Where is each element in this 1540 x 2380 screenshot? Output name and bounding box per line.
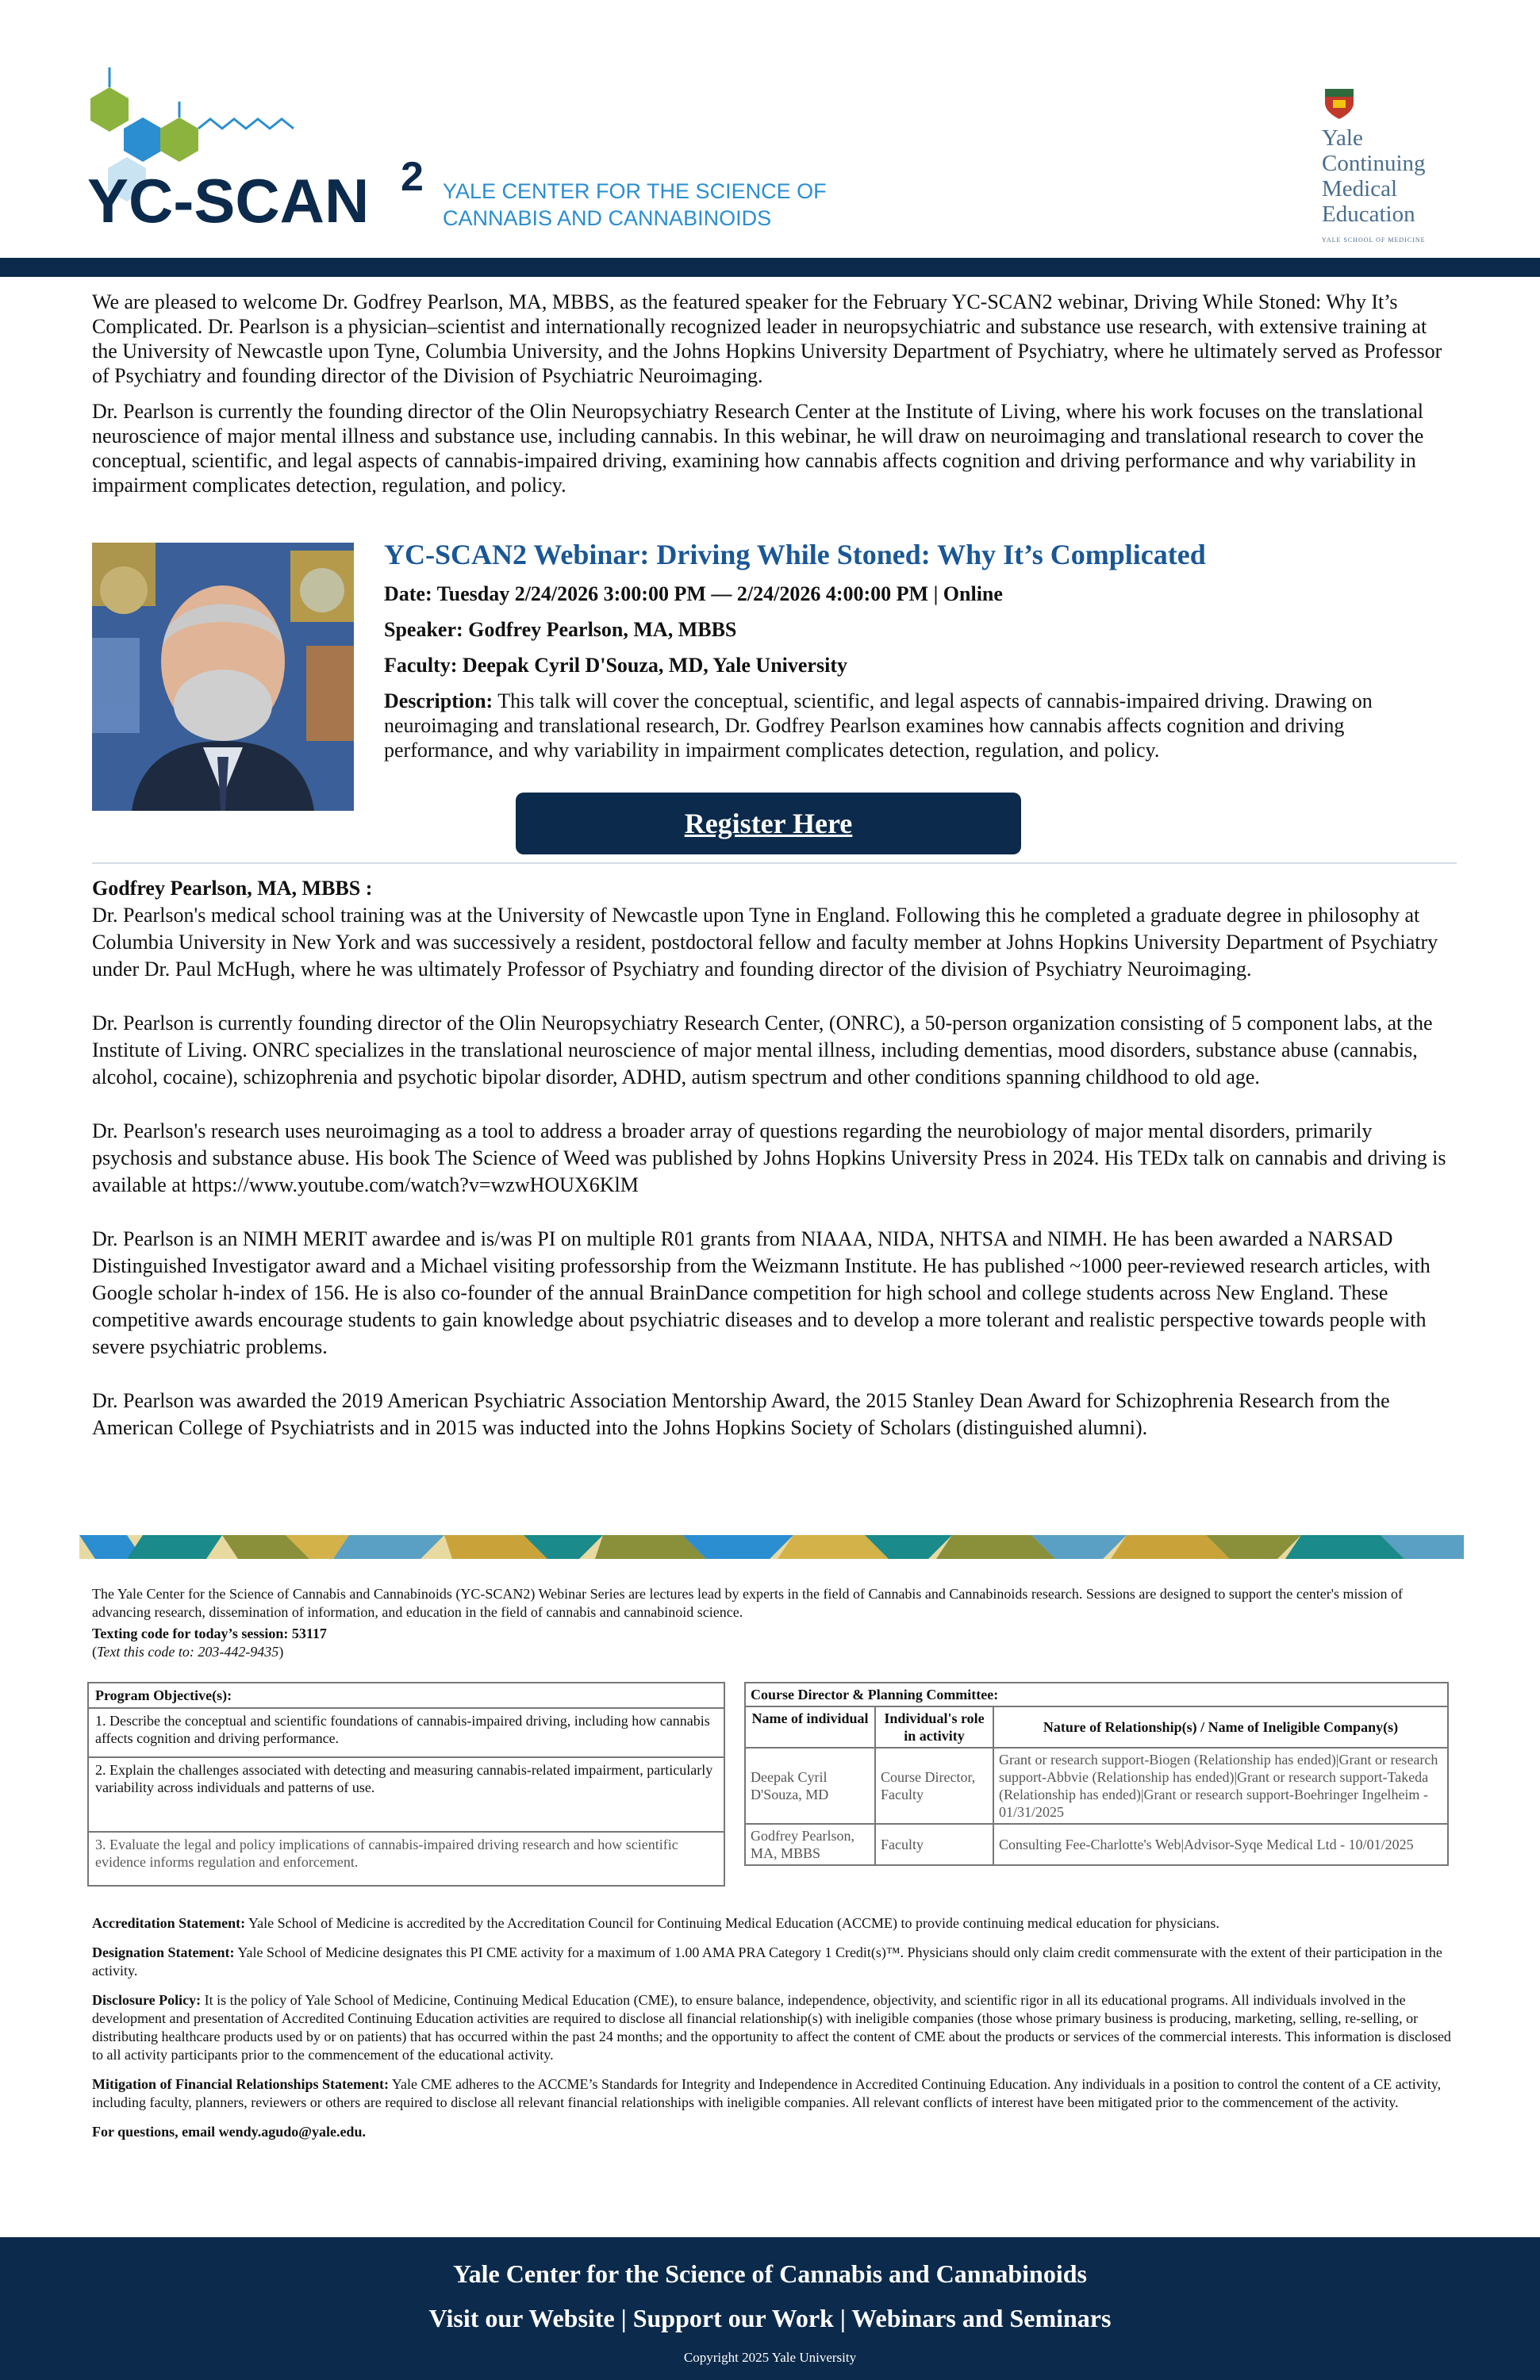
objective-3: 3. Evaluate the legal and policy implications of cannabis-impaired driving research and how scientific evidence informs regulation and enforcement. [88,1832,724,1886]
event-title: YC-SCAN2 Webinar: Driving While Stoned: Why It’s Complicated [384,539,1206,570]
committee-role: Course Director, Faculty [875,1748,993,1824]
support-work-link[interactable]: Support our Work [632,2304,834,2332]
yale-shield-icon [1322,86,1357,121]
col-relationship-header: Nature of Relationship(s) / Name of Ineligible Company(s) [993,1706,1448,1748]
committee-name: Godfrey Pearlson, MA, MBBS [745,1824,875,1865]
committee-header: Course Director & Planning Committee: [745,1683,1448,1706]
footer [0,2237,1540,2380]
col-role-header: Individual's role in activity [875,1706,993,1748]
section-divider [92,862,1457,864]
committee-name: Deepak Cyril D'Souza, MD [745,1748,875,1824]
committee-relationship: Consulting Fee-Charlotte's Web|Advisor-Syqe Medical Ltd - 10/01/2025 [993,1824,1448,1865]
bio-name: Godfrey Pearlson, MA, MBBS : [92,877,373,900]
mitigation-statement: Mitigation of Financial Relationships Statement: Yale CME adheres to the ACCME’s Standards for Integrity and Independence in Accredited Continuing Education. Any individuals in a position to control the content of a CE activity, including faculty, planners, reviewers or others are required to disclose all relevant financial relationships with ineligible companies. All relevant conflicts of interest have been mitigated prior to the commencement of the activity. [92,2076,1442,2110]
cme-text: Yale Continuing Medical Education [1322,125,1426,227]
objective-1: 1. Describe the conceptual and scientific foundations of cannabis-impaired driving, including how cannabis affects cognition and driving performance. [88,1708,724,1757]
event-speaker: Speaker: Godfrey Pearlson, MA, MBBS [384,618,737,641]
col-name-header: Name of individual [745,1706,875,1748]
bio-paragraph-4: Dr. Pearlson is an NIMH MERIT awardee and is/was PI on multiple R01 grants from NIAAA, NIDA, NHTSA and NIMH. He has been awarded a NARSAD Distinguished Investigator award and a Michael visiting professorship from the Weizmann Institute. He has published ~1000 peer-reviewed research articles, with Google scholar h-index of 156. He is also co-founder of the annual BrainDance competition for high school and college students across New England. These competitive awards encourage students to gain knowledge about psychiatric diseases and to develop a more tolerant and realistic perspective towards people with severe psychiatric problems. [92,1227,1431,1358]
accreditation-statements [92,1914,1457,2152]
register-button[interactable]: Register Here [516,793,1021,854]
logo-line1: YALE CENTER FOR THE SCIENCE OF [443,179,827,203]
description-text: This talk will cover the conceptual, scientific, and legal aspects of cannabis-impaired driving. Drawing on neuroimaging and translational research, Dr. Godfrey Pearlson examines how cannabis affects cognition and driving performance, and why variability in impairment complicates detection, regulation, and policy. [384,689,1373,762]
visit-website-link[interactable]: Visit our Website [428,2304,615,2332]
objectives-header: Program Objective(s): [88,1683,724,1708]
bio-paragraph-2: Dr. Pearlson is currently founding director of the Olin Neuropsychiatry Research Center, (ONRC), a 50-person organization consisting of 5 component labs, at the Institute of Living. ONRC specializes in the translational neuroscience of major mental illness, including dementias, mood disorders, substance abuse (cannabis, alcohol, cocaine), schizophrenia and psychotic bipolar disorder, ADHD, autism spectrum and other conditions spanning childhood to old age. [92,1012,1433,1088]
header-divider-bar [0,258,1540,277]
accreditation-statement: Accreditation Statement: Yale School of Medicine is accredited by the Accreditation Council for Continuing Medical Education (ACCME) to provide continuing medical education for physicians. [92,1915,1219,1931]
description-label: Description: [384,689,493,712]
decorative-banner [79,1535,1464,1559]
texting-code: Texting code for today’s session: 53117 [92,1626,327,1641]
table-row [745,1748,1448,1824]
series-info [92,1585,1457,1661]
event-faculty: Faculty: Deepak Cyril D'Souza, MD, Yale University [384,654,847,677]
disclosure-policy: Disclosure Policy: It is the policy of Yale School of Medicine, Continuing Medical Education (CME), to ensure balance, independence, objectivity, and scientific rigor in all its educational programs. All individuals involved in the development and presentation of Accredited Continuing Education activities are required to disclose all financial relationship(s) with ineligible companies (those whose primary business is producing, marketing, selling, re-selling, or distributing healthcare products used by or on patients) that has occurred within the past 24 months; and the opportunity to affect the content of CME about the products or services of the commercial interests. This information is disclosed to all activity participants prior to the commencement of the educational activity. [92,1992,1451,2063]
footer-title: Yale Center for the Science of Cannabis and Cannabinoids [453,2259,1087,2288]
bio-paragraph-5: Dr. Pearlson was awarded the 2019 American Psychiatric Association Mentorship Award, the 2015 Stanley Dean Award for Schizophrenia Research from the American College of Psychiatrists and in 2015 was inducted into the Johns Hopkins Society of Scholars (distinguished alumni). [92,1389,1390,1439]
designation-statement: Designation Statement: Yale School of Medicine designates this PI CME activity for a maximum of 1.00 AMA PRA Category 1 Credit(s)™. Physicians should only claim credit commensurate with the extent of their participation in the activity. [92,1944,1442,1979]
yc-scan-logo [79,63,873,238]
table-row [745,1824,1448,1865]
committee-relationship: Grant or research support-Biogen (Relationship has ended)|Grant or research support-Abbvie (Relationship has ended)|Grant or research support-Takeda (Relationship has ended)|Grant or research support-Boehringer Ingelheim - 01/31/2025 [993,1748,1448,1824]
event-date: Date: Tuesday 2/24/2026 3:00:00 PM — 2/24/2026 4:00:00 PM | Online [384,582,1003,605]
header [0,0,1540,258]
intro-section [92,290,1457,509]
objectives-table [87,1682,725,1887]
webinars-link[interactable]: Webinars and Seminars [851,2304,1112,2332]
contact-email: For questions, email wendy.agudo@yale.edu. [92,2124,366,2140]
footer-links: Visit our Website | Support our Work | Webinars and Seminars [428,2304,1112,2332]
intro-paragraph-2: Dr. Pearlson is currently the founding director of the Olin Neuropsychiatry Research Center at the Institute of Living, where his work focuses on the translational neuroscience of major mental illness and substance use, including cannabis. In this webinar, he will draw on neuroimaging and translational research to cover the conceptual, scientific, and legal aspects of cannabis-impaired driving, examining how cannabis affects cognition and driving performance and why variability in impairment complicates detection, regulation, and policy. [92,400,1424,497]
objective-2: 2. Explain the challenges associated with detecting and measuring cannabis-related impairment, particularly variability across individuals and patterns of use. [88,1757,724,1832]
event-description [384,689,1447,762]
logo-wordmark: YC-SCAN [87,166,370,236]
logo-superscript: 2 [401,154,424,200]
texting-instruction: (Text this code to: 203-442-9435) [92,1644,284,1660]
intro-paragraph-1: We are pleased to welcome Dr. Godfrey Pearlson, MA, MBBS, as the featured speaker for the February YC-SCAN2 webinar, Driving While Stoned: Why It’s Complicated. Dr. Pearlson is a physician–scientist and internationally recognized leader in neuropsychiatric and substance use research, with extensive training at the University of Newcastle upon Tyne, Columbia University, and the Johns Hopkins University Department of Psychiatry, where he ultimately served as Professor of Psychiatry and founding director of the Division of Psychiatric Neuroimaging. [92,290,1442,387]
bio-paragraph-1: Dr. Pearlson's medical school training was at the University of Newcastle upon Tyne in England. Following this he completed a graduate degree in philosophy at Columbia University in New York and was successively a resident, postdoctoral fellow and faculty member at Johns Hopkins University Department of Psychiatry under Dr. Paul McHugh, where he was ultimately Professor of Psychiatry and founding director of the division of Psychiatry Neuroimaging. [92,904,1438,981]
committee-role: Faculty [875,1824,993,1865]
cme-small-text: YALE SCHOOL OF MEDICINE [1322,236,1426,244]
logo-line2: CANNABIS AND CANNABINOIDS [443,206,772,230]
committee-table [744,1682,1449,1866]
series-description: The Yale Center for the Science of Cannabis and Cannabinoids (YC-SCAN2) Webinar Series are lectures lead by experts in the field of Cannabis and Cannabinoids research. Sessions are designed to support the center's mission of advancing research, dissemination of information, and education in the field of cannabis and cannabinoid science. [92,1586,1404,1620]
speaker-photo [92,543,354,811]
yale-cme-logo [1309,86,1468,252]
speaker-bio [92,875,1457,1468]
copyright: Copyright 2025 Yale University [683,2350,857,2365]
event-details [384,536,1447,762]
bio-paragraph-3: Dr. Pearlson's research uses neuroimaging as a tool to address a broader array of questions regarding the neurobiology of major mental disorders, primarily psychosis and substance abuse. His book The Science of Weed was published by Johns Hopkins University Press in 2024. His TEDx talk on cannabis and driving is available at https://www.youtube.com/watch?v=wzwHOUX6KlM [92,1119,1446,1196]
